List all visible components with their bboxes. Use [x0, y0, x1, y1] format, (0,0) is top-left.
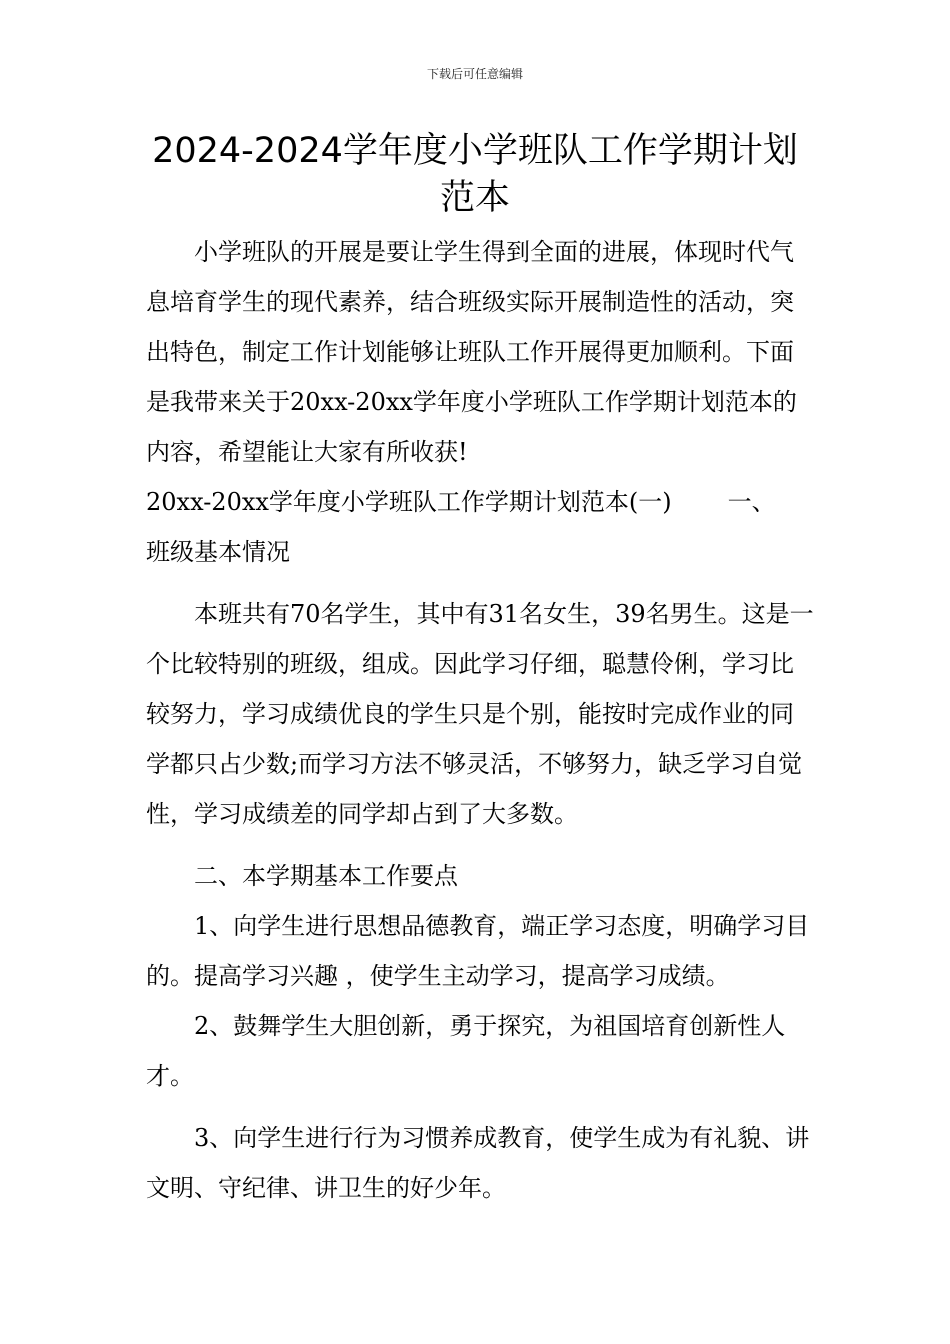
- section-1-number: 一、: [727, 488, 776, 516]
- intro-paragraph: 小学班队的开展是要让学生得到全面的进展，体现时代气息培育学生的现代素养，结合班级实际开展制造性的活动，突出特色，制定工作计划能够让班队工作开展得更加顺利。下面是我带来关于20xx-20xx学年度小学班队工作学期计划范本的内容，希望能让大家有所收获!: [146, 238, 797, 466]
- page-header-note: 下载后可任意编辑: [426, 67, 523, 81]
- work-point-3: 3、向学生进行行为习惯养成教育，使学生成为有礼貌、讲文明、守纪律、讲卫生的好少年。: [146, 1124, 810, 1202]
- document-body: [146, 227, 814, 1213]
- work-point-2: 2、鼓舞学生大胆创新，勇于探究，为祖国培育创新性人才。: [146, 1012, 786, 1090]
- document-title: 2024-2024学年度小学班队工作学期计划范本: [152, 131, 798, 218]
- plan-subtitle: [146, 477, 814, 527]
- section-1-heading: 班级基本情况: [146, 538, 290, 566]
- work-point-1: 1、向学生进行思想品德教育，端正学习态度，明确学习目的。提高学习兴趣 ，使学生主动学习，提高学习成绩。: [146, 912, 810, 990]
- plan-subtitle-text: 20xx-20xx学年度小学班队工作学期计划范本(一): [146, 488, 672, 516]
- section-2-heading: 二、本学期基本工作要点: [194, 862, 458, 890]
- class-info-paragraph: 本班共有70名学生，其中有31名女生，39名男生。这是一个比较特别的班级，组成。因此学习仔细，聪慧伶俐，学习比较努力，学习成绩优良的学生只是个别，能按时完成作业的同学都只占少数;而学习方法不够灵活，不够努力，缺乏学习自觉性，学习成绩差的同学却占到了大多数。: [146, 600, 814, 828]
